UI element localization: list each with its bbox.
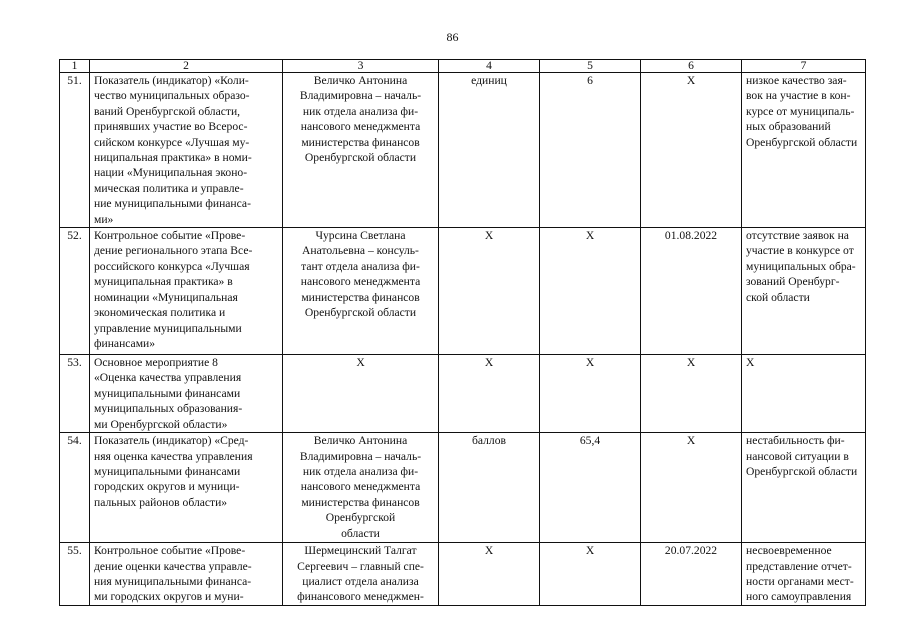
deadline-date-cell: 20.07.2022: [641, 543, 742, 606]
responsible-person-cell: Шермецинский Талгат Сергеевич – главный спе- циалист отдела анализа финансового менеджмен-: [283, 543, 439, 606]
row-number-cell: 52.: [60, 228, 90, 355]
activity-name-cell: Показатель (индикатор) «Сред- няя оценка качества управления муниципальными финансами городских округов и муници- пальных районов области»: [90, 433, 283, 543]
deadline-date-cell: Х: [641, 73, 742, 228]
table-row: [60, 543, 866, 606]
responsible-person-cell: Чурсина Светлана Анатольевна – консуль- тант отдела анализа фи- нансового менеджмента министерства финансов Оренбургской области: [283, 228, 439, 355]
indicator-value-cell: 65,4: [540, 433, 641, 543]
responsible-person-cell: Величко Антонина Владимировна – началь- ник отдела анализа фи- нансового менеджмента министерства финансов Оренбургской области: [283, 73, 439, 228]
page-number: 86: [446, 30, 459, 44]
table-row: [60, 73, 866, 228]
unit-of-measure-cell: Х: [439, 228, 540, 355]
deadline-date-cell: 01.08.2022: [641, 228, 742, 355]
table-header-row: [60, 60, 866, 73]
indicator-value-cell: Х: [540, 228, 641, 355]
column-header: 3: [283, 60, 439, 73]
document-table: [59, 59, 866, 606]
deadline-date-cell: Х: [641, 355, 742, 433]
risk-description-cell: Х: [742, 355, 866, 433]
column-header: 6: [641, 60, 742, 73]
responsible-person-cell: Величко Антонина Владимировна – началь- ник отдела анализа фи- нансового менеджмента министерства финансов Оренбургской области: [283, 433, 439, 543]
indicator-value-cell: Х: [540, 543, 641, 606]
table-row: [60, 228, 866, 355]
row-number-cell: 54.: [60, 433, 90, 543]
table-row: [60, 433, 866, 543]
column-header: 1: [60, 60, 90, 73]
row-number-cell: 53.: [60, 355, 90, 433]
unit-of-measure-cell: Х: [439, 543, 540, 606]
activity-name-cell: Основное мероприятие 8 «Оценка качества управления муниципальными финансами муниципальных образования- ми Оренбургской области»: [90, 355, 283, 433]
indicator-value-cell: 6: [540, 73, 641, 228]
deadline-date-cell: Х: [641, 433, 742, 543]
risk-description-cell: нестабильность фи- нансовой ситуации в Оренбургской области: [742, 433, 866, 543]
responsible-person-cell: Х: [283, 355, 439, 433]
column-header: 2: [90, 60, 283, 73]
activity-name-cell: Контрольное событие «Прове- дение регионального этапа Все- российского конкурса «Лучшая муниципальная практика» в номинации «Муниципальная экономическая политика и управление муниципальными финансами»: [90, 228, 283, 355]
row-number-cell: 55.: [60, 543, 90, 606]
risk-description-cell: низкое качество зая- вок на участие в кон- курсе от муниципаль- ных образований Оренбургской области: [742, 73, 866, 228]
unit-of-measure-cell: единиц: [439, 73, 540, 228]
column-header: 4: [439, 60, 540, 73]
unit-of-measure-cell: баллов: [439, 433, 540, 543]
row-number-cell: 51.: [60, 73, 90, 228]
risk-description-cell: отсутствие заявок на участие в конкурсе от муниципальных обра- зований Оренбург- ской области: [742, 228, 866, 355]
activity-name-cell: Показатель (индикатор) «Коли- чество муниципальных образо- ваний Оренбургской области, принявших участие во Всерос- сийском конкурсе «Лучшая му- ниципальная практика» в номи- нации «Муниципальная эконо- мическая политика и управле- ние муниципальными финанса- ми»: [90, 73, 283, 228]
indicator-value-cell: Х: [540, 355, 641, 433]
activity-name-cell: Контрольное событие «Прове- дение оценки качества управле- ния муниципальными финанса- ми городских округов и муни-: [90, 543, 283, 606]
unit-of-measure-cell: Х: [439, 355, 540, 433]
column-header: 7: [742, 60, 866, 73]
column-header: 5: [540, 60, 641, 73]
table-row: [60, 355, 866, 433]
risk-description-cell: несвоевременное представление отчет- ности органами мест- ного самоуправления: [742, 543, 866, 606]
